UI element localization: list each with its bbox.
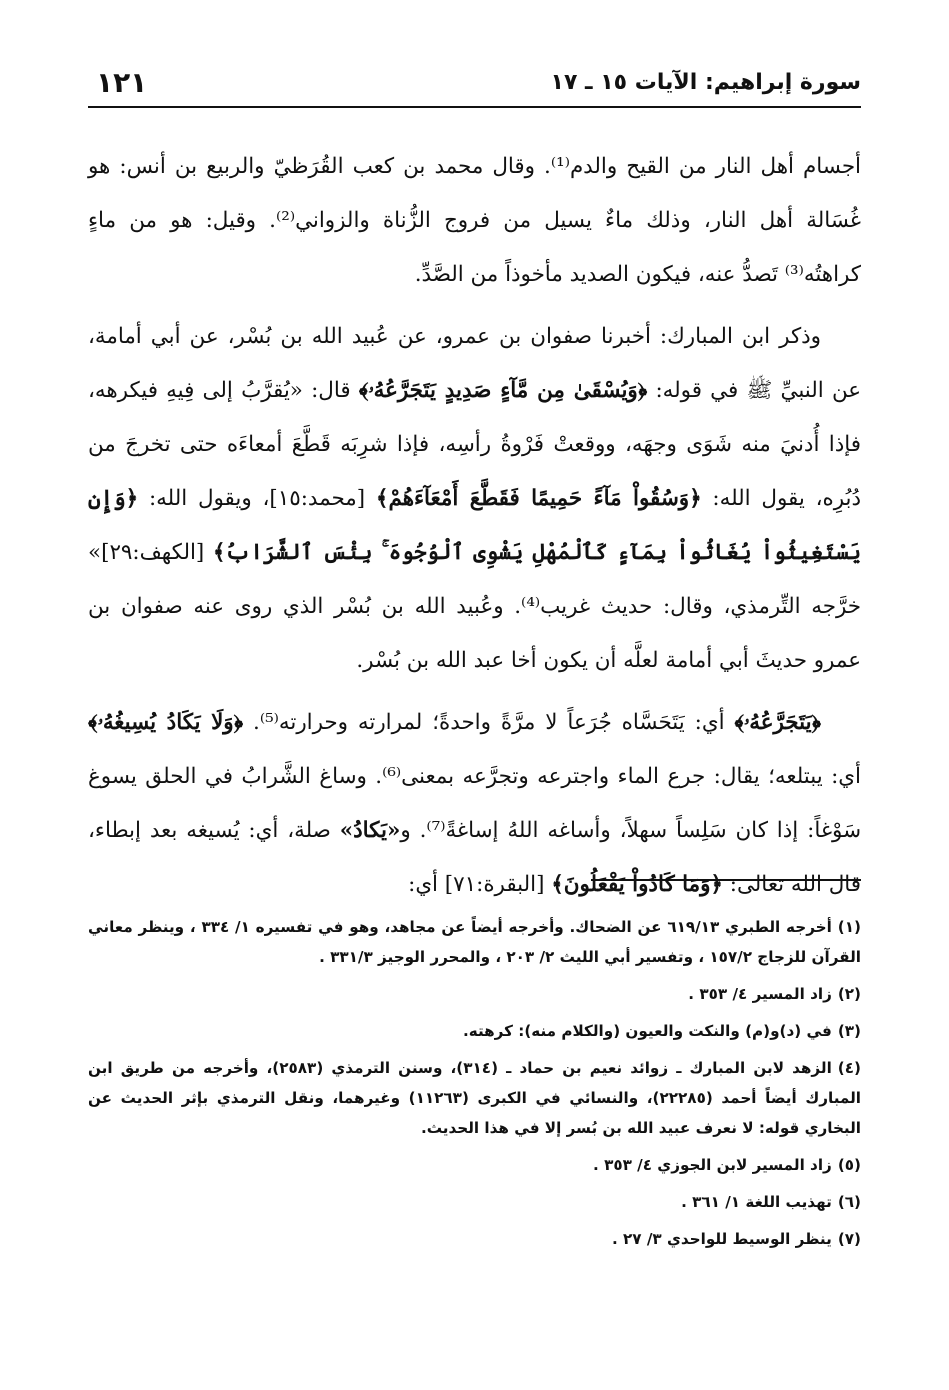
footnote-text: الزهد لابن المبارك ـ زوائد نعيم بن حماد ـ (٣١٤)، وسنن الترمذي (٢٥٨٣)، وأخرجه من طريق ابن المبارك أيضاً أحمد (٢٢٢٨٥)، والنسائي في الكبرى (١١٢٦٣) وغيرهما، ونقل الترمذي بإثر الحديث عن البخاري قوله: لا نعرف عبيد الله بن بُسر إلا في هذا الحديث. (88, 1059, 861, 1137)
text-segment: أي: يبتلعه؛ يقال: جرع الماء واجترعه وتجرَّعه بمعنى⁽⁶⁾. وساغ الشَّرابُ في الحلق يسوغ سَوْغاً: إذا كان سَلِساً سهلاً، وأساغه اللهُ إساغةً⁽⁷⁾. و (88, 764, 861, 843)
footnote-number: (٥) (837, 1156, 861, 1174)
text-segment: [البقرة:٧١] أي: (408, 872, 552, 897)
footnote-number: (٣) (837, 1022, 861, 1040)
text-segment: أي: يَتَحَسَّاه جُرَعاً لا مرَّةً واحدةً؛ لمرارته وحرارته⁽⁵⁾. (243, 710, 735, 735)
footnote-text: ينظر الوسيط للواحدي ٣/ ٢٧ . (611, 1230, 832, 1248)
footnote-number: (١) (837, 918, 861, 936)
footnote-text: زاد المسير ٤/ ٣٥٣ . (688, 985, 832, 1003)
text-segment: وذكر ابن المبارك: أخبرنا صفوان بن عمرو، عن عُبيد الله بن بُسْر، عن أبي أمامة، عن النبيِّ ﷺ في قوله: (88, 324, 861, 403)
quoted-word: «يَكادُ» (339, 818, 401, 843)
footnote-text: تهذيب اللغة ١/ ٣٦١ . (681, 1193, 832, 1211)
footnote-3 (88, 1016, 861, 1046)
footnote-number: (٧) (837, 1230, 861, 1248)
footnote-number: (٢) (837, 985, 861, 1003)
footnote-5 (88, 1150, 861, 1180)
page-number: ١٢١ (96, 66, 148, 99)
text-segment: قال: «يُقرَّبُ إلى فِيهِ فيكرهه، فإذا أُدنيَ منه شَوَى وجهَه، ووقعتْ فَرْوةُ رأسِه، فإذا شرِبَه قَطَّعَ أمعاءَه حتى تخرجَ من دُبُرِه، يقول الله: (88, 378, 861, 511)
paragraph-1: أجسام أهل النار من القيح والدم⁽¹⁾. وقال محمد بن كعب القُرَظيّ والربيع بن أنس: هو غُسَالة أهل النار، وذلك ماءٌ يسيل من فروج الزُّناة والزواني⁽²⁾. وقيل: هو من ماءٍ كراهتُه⁽³⁾ تَصدُّ عنه، فيكون الصديد مأخوذاً من الصَّدِّ. (88, 154, 861, 287)
quran-verse: ﴿يَتَجَرَّعُهُۥ﴾ (734, 710, 822, 735)
quran-verse: ﴿وَسُقُواْ مَآءً حَمِيمًا فَقَطَّعَ أَمْعَآءَهُمْ﴾ (375, 486, 702, 511)
main-text (88, 140, 861, 912)
footnote-1 (88, 912, 861, 972)
quran-verse: ﴿وَإِن يَسْتَغِيثُواْ يُغَاثُواْ بِمَآءٍ كَٱلْمُهْلِ يَشْوِى ٱلْوُجُوهَ ۚ بِئْسَ ٱلشَّرَابُ﴾ (88, 486, 861, 565)
footnote-number: (٦) (837, 1193, 861, 1211)
footnote-4 (88, 1053, 861, 1143)
quran-verse: ﴿وَمَا كَادُواْ يَفْعَلُونَ﴾ (551, 872, 723, 897)
quran-verse: ﴿وَيُسْقَىٰ مِن مَّآءٍ صَدِيدٍ يَتَجَرَّعُهُۥ﴾ (358, 378, 648, 403)
running-header (88, 62, 861, 108)
footnote-text: في (د)و(م) والنكت والعيون (والكلام منه): كرهته. (462, 1022, 832, 1040)
footnote-text: زاد المسير لابن الجوزي ٤/ ٣٥٣ . (593, 1156, 832, 1174)
paragraph-2 (88, 310, 861, 688)
footnote-6 (88, 1187, 861, 1217)
footnote-7 (88, 1224, 861, 1254)
quran-verse: ﴿وَلَا يَكَادُ يُسِيغُهُۥ﴾ (88, 710, 244, 735)
text-segment: [محمد:١٥]، ويقول الله: (138, 486, 376, 511)
footnote-text: أخرجه الطبري ٦١٩/١٣ عن الضحاك. وأخرجه أيضاً عن مجاهد، وهو في تفسيره ١/ ٣٣٤ ، وينظر معاني القرآن للزجاج ١٥٧/٢ ، وتفسير أبي الليث ٢/ ٢٠٣ ، والمحرر الوجيز ٣٣١/٣ . (88, 918, 861, 966)
footnotes (88, 912, 861, 1261)
footnote-divider (591, 879, 861, 881)
text-segment: [الكهف:٢٩]» خرَّجه التِّرمذي، وقال: حديث غريب⁽⁴⁾. وعُبيد الله بن بُسْر الذي روى عنه صفوان بن عمرو حديثَ أبي أمامة لعلَّه أن يكون أخا عبد الله بن بُسْر. (88, 540, 861, 673)
surah-title: سورة إبراهيم: الآيات ١٥ ـ ١٧ (550, 70, 861, 95)
text-segment: صلة، أي: يُسيغه بعد إبطاء، قال الله تعالى: (88, 818, 861, 897)
footnote-2 (88, 979, 861, 1009)
footnote-number: (٤) (837, 1059, 861, 1077)
